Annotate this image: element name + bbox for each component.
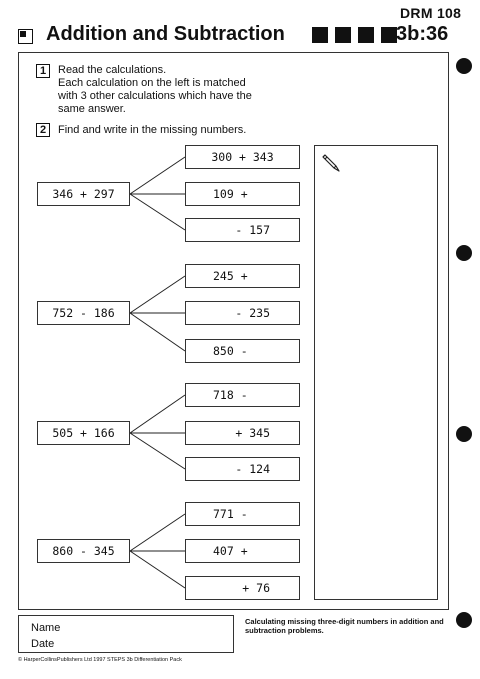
answer-box[interactable]: 407 + bbox=[185, 539, 300, 563]
worksheet-icon bbox=[18, 29, 33, 44]
step-1-number: 1 bbox=[36, 64, 50, 78]
instruction-line: Each calculation on the left is matched bbox=[58, 77, 246, 89]
square-icon bbox=[335, 27, 351, 43]
name-label: Name bbox=[31, 622, 61, 634]
answer-box[interactable]: 850 - bbox=[185, 339, 300, 363]
punch-hole-icon bbox=[456, 245, 472, 261]
worksheet-description: Calculating missing three-digit numbers in addition and subtraction problems. bbox=[245, 617, 444, 635]
punch-hole-icon bbox=[456, 612, 472, 628]
answer-box[interactable]: 245 + bbox=[185, 264, 300, 288]
answer-box[interactable]: + 345 bbox=[185, 421, 300, 445]
answer-box[interactable]: 718 - bbox=[185, 383, 300, 407]
pencil-icon bbox=[321, 152, 343, 174]
square-icon bbox=[358, 27, 374, 43]
sheet-code: 3b:36 bbox=[396, 23, 449, 45]
left-calculation: 346 + 297 bbox=[37, 182, 130, 206]
step-1-text bbox=[58, 64, 252, 116]
instruction-line: same answer. bbox=[58, 103, 126, 115]
answer-box[interactable]: - 157 bbox=[185, 218, 300, 242]
step-2-number: 2 bbox=[36, 123, 50, 137]
copyright-notice: © HarperCollinsPublishers Ltd 1997 STEPS 3b Differentiation Pack bbox=[18, 657, 182, 663]
step-2-text: Find and write in the missing numbers. bbox=[58, 124, 247, 136]
decorative-squares bbox=[312, 27, 397, 43]
answer-box[interactable]: - 124 bbox=[185, 457, 300, 481]
answer-box[interactable]: + 76 bbox=[185, 576, 300, 600]
punch-hole-icon bbox=[456, 426, 472, 442]
working-space[interactable] bbox=[314, 145, 438, 600]
instruction-line: with 3 other calculations which have the bbox=[58, 90, 252, 102]
name-date-box[interactable] bbox=[18, 615, 234, 653]
square-icon bbox=[381, 27, 397, 43]
drm-code: DRM 108 bbox=[400, 5, 462, 21]
left-calculation: 860 - 345 bbox=[37, 539, 130, 563]
punch-hole-icon bbox=[456, 58, 472, 74]
answer-box: 300 + 343 bbox=[185, 145, 300, 169]
instruction-line: Read the calculations. bbox=[58, 64, 167, 76]
page-title: Addition and Subtraction bbox=[46, 23, 285, 45]
answer-box[interactable]: 771 - bbox=[185, 502, 300, 526]
left-calculation: 505 + 166 bbox=[37, 421, 130, 445]
left-calculation: 752 - 186 bbox=[37, 301, 130, 325]
title-row bbox=[18, 22, 458, 52]
date-label: Date bbox=[31, 638, 55, 650]
square-icon bbox=[312, 27, 328, 43]
answer-box[interactable]: - 235 bbox=[185, 301, 300, 325]
answer-box[interactable]: 109 + bbox=[185, 182, 300, 206]
